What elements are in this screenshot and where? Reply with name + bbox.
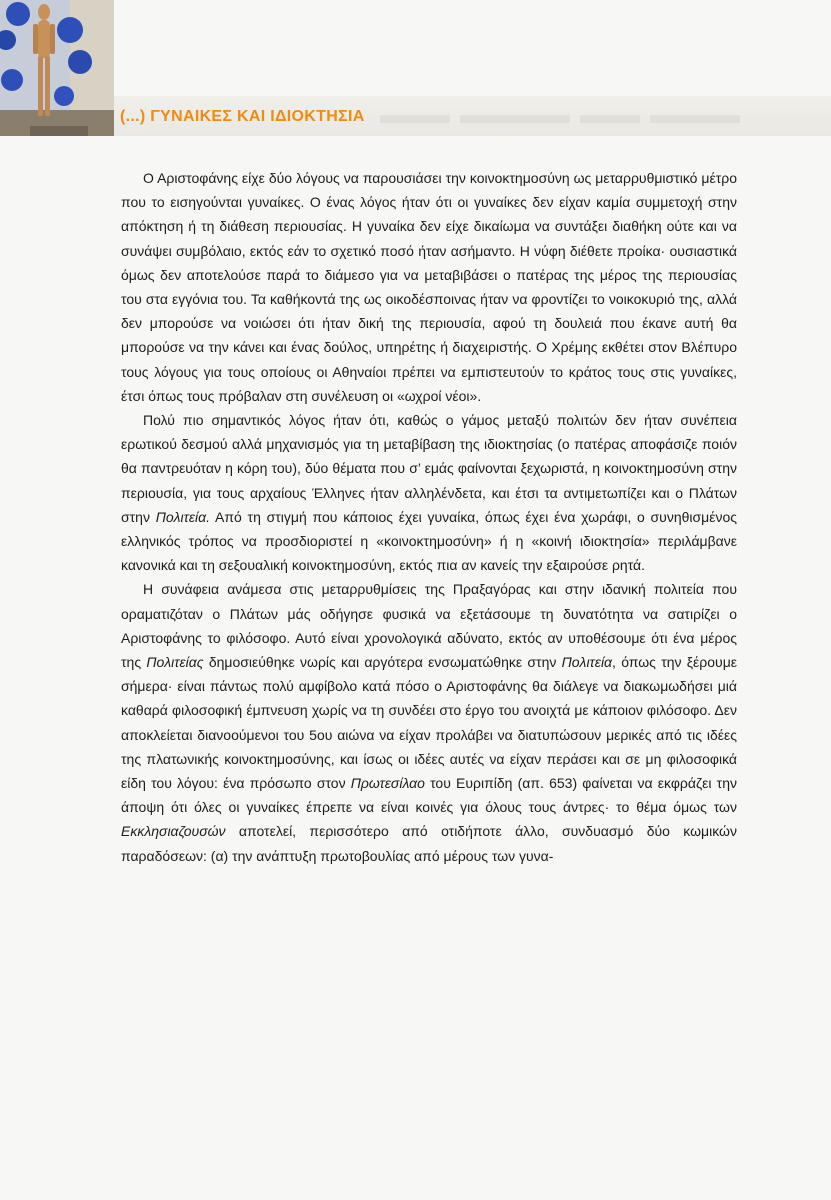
paragraph [121, 577, 737, 867]
paragraph [121, 408, 737, 577]
section-title: (...) ΓΥΝΑΙΚΕΣ ΚΑΙ ΙΔΙΟΚΤΗΣΙΑ [120, 108, 365, 125]
body-text [121, 166, 737, 868]
bleed-through-text [380, 110, 800, 126]
statue-photo-icon [0, 0, 114, 136]
italic-title: Πολιτεία [561, 654, 613, 671]
italic-title: Εκκλησιαζουσών [121, 823, 226, 840]
text-run: Ο Αριστοφάνης είχε δύο λόγους να παρουσιάσει την κοινοκτημοσύνη ως μεταρρυθμιστικό μέτρο που το εισηγούνται γυναίκες. Ο ένας λόγος ήταν ότι οι γυναίκες δεν είχαν καμία συμμετοχή στην απόκτηση ή τη διάθεση περιουσίας. Η γυναίκα δεν είχε δικαίωμα να συντάξει διαθήκη ούτε και να συνάψει συμβόλαιο, εκτός εάν το σχετικό ποσό ήταν ασήμαντο. Η νύφη διέθετε προίκα· ουσιαστικά όμως δεν αποτελούσε παρά το διάμεσο για να μεταβιβάσει ο πατέρας της μέρος της περιουσίας του στα εγγόνια του. Τα καθήκοντά της ως οικοδέσποινας ήταν να φροντίζει το νοικοκυριό της, αλλά δεν μπορούσε να νοιώσει ότι ήταν δική της περιουσία, αφού τη δουλειά που έκανε αυτή θα μπορούσε να την κάνει και ένας δούλος, υπηρέτης ή διαχειριστής. Ο Χρέμης εκθέτει στον Βλέπυρο τους λόγους για τους οποίους οι Αθηναίοι πρέπει να εμπιστευτούν το κράτος τους στις γυναίκες, έτσι όπως τους πρόβαλαν στη συνέλευση οι «ωχροί νέοι». [121, 170, 737, 404]
text-run: του Ευριπίδη (απ. 653) φαίνεται να εκφράζει την άποψη ότι όλες οι γυναίκες έπρεπε να είναι κοινές για όλους τους άντρες· το θέμα όμως των [121, 775, 737, 816]
italic-title: Πολιτεία. [155, 508, 211, 525]
text-run: αποτελεί, περισσότερο από οτιδήποτε άλλο, συνδυασμό δύο κωμικών παραδόσεων: (α) την ανάπτυξη πρωτοβουλίας από μέρους των γυνα- [121, 823, 737, 864]
italic-title: Πολιτείας [146, 654, 204, 671]
text-run: δημοσιεύθηκε νωρίς και αργότερα ενσωματώθηκε στην [203, 654, 562, 671]
text-run: Από τη στιγμή που κάποιος έχει γυναίκα, όπως έχει ένα χωράφι, ο συνηθισμένος ελληνικός τρόπος να προσδιοριστεί η «κοινοκτημοσύνη» ή η «κοινή ιδιοκτησία» περιλάμβανε κανονικά και τη σεξουαλική κοινοκτημοσύνη, εκτός πια αν κανείς την εξαιρούσε ρητά. [121, 508, 737, 574]
italic-title: Πρωτεσίλαο [350, 775, 425, 792]
text-run: Πολύ πιο σημαντικός λόγος ήταν ότι, καθώς ο γάμος μεταξύ πολιτών δεν ήταν συνέπεια ερωτικού δεσμού αλλά μηχανισμός για τη μεταβίβαση της ιδιοκτησίας (ο πατέρας αποφάσιζε ποιόν θα παντρευόταν η κόρη του), δύο θέματα που σ’ εμάς φαίνονται ξεχωριστά, η κοινοκτημοσύνη στην περιουσία, για τους αρχαίους Έλληνες ήταν αλληλένδετα, και έτσι τα αντιμετωπίζει και ο Πλάτων στην [121, 412, 737, 525]
text-run: , όπως την ξέρουμε σήμερα· είναι πάντως πολύ αμφίβολο κατά πόσο ο Αριστοφάνης θα διάλεγε να διακωμωδήσει μιά καθαρά φιλοσοφική έμπνευση χωρίς να τη συνδέει στο έργο του ανοιχτά με κάποιον φιλόσοφο. Δεν αποκλείεται διανοούμενοι του 5ου αιώνα να είχαν προλάβει να διατυπώσουν μερικές από τις ιδέες της πλατωνικής κοινοκτημοσύνης, και ίσως οι ιδέες αυτές να είχαν περάσει και σε μη φιλοσοφικά είδη του λόγου: ένα πρόσωπο στον [121, 654, 738, 792]
text-run: Η συνάφεια ανάμεσα στις μεταρρυθμίσεις της Πραξαγόρας και στην ιδανική πολιτεία που οραματιζόταν ο Πλάτων μάς οδήγησε φυσικά να εξετάσουμε τη δυνατότητα να σατιρίζει ο Αριστοφάνης το φιλόσοφο. Αυτό είναι χρονολογικά αδύνατο, εκτός αν υποθέσουμε ότι ένα μέρος της [121, 581, 737, 671]
paragraph [121, 166, 737, 408]
